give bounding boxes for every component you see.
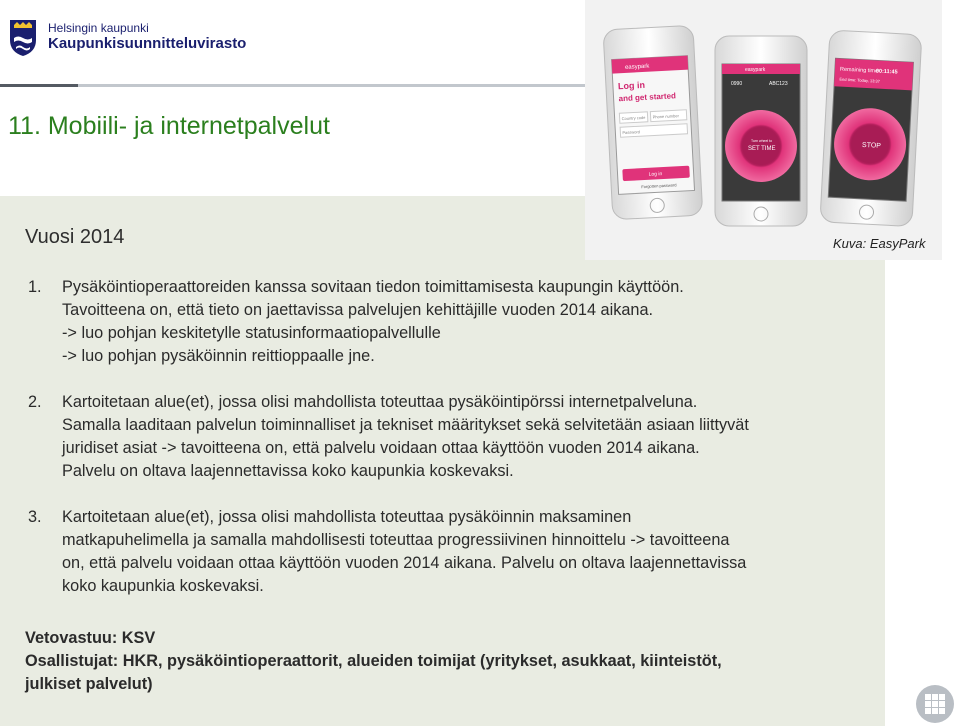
item-number: 1. [28, 278, 42, 296]
header-divider [0, 84, 620, 87]
phone1-heading2: and get started [618, 91, 677, 104]
header-divider-accent [0, 84, 78, 87]
phone3-remaining-label: Remaining time [839, 66, 879, 75]
phone3-end-time: End time: Today, 13:37 [839, 76, 881, 84]
item-line: Kartoitetaan alue(et), jossa olisi mahdollista toteuttaa pysäköinnin maksaminen [62, 508, 632, 526]
year-heading: Vuosi 2014 [25, 226, 125, 248]
list-item [28, 391, 884, 483]
phone1-button: Log in [648, 171, 663, 178]
phone3-dial-action: STOP [861, 141, 882, 150]
phone-login [603, 25, 703, 219]
department-name: Kaupunkisuunnitteluvirasto [48, 35, 247, 52]
action-list [28, 276, 884, 621]
list-item [28, 276, 884, 368]
helsinki-crest-icon [8, 18, 38, 58]
phone-set-time [715, 36, 807, 226]
item-number: 3. [28, 508, 42, 526]
item-line: Palvelu on oltava laajennettavissa koko kaupunkia koskevaksi. [62, 462, 514, 480]
item-line: Pysäköintioperaattoreiden kanssa sovitaan tiedon toimittamisesta kaupungin käyttöön. [62, 278, 684, 296]
item-line: Tavoitteena on, että tieto on jaettavissa palvelujen kehittäjille vuoden 2014 aikana. [62, 301, 654, 319]
phone1-link: Forgotten password [641, 182, 677, 190]
org-name: Helsingin kaupunki [48, 21, 149, 35]
phone3-remaining-value: 00:11:45 [875, 68, 898, 76]
city-grid-icon [915, 684, 955, 724]
stakeholders-line: Osallistujat: HKR, pysäköintioperaattorit, alueiden toimijat (yritykset, asukkaat, kiinteistöt, [25, 652, 722, 670]
item-line: -> luo pohjan pysäköinnin reittioppaalle jne. [62, 347, 375, 365]
item-line: Kartoitetaan alue(et), jossa olisi mahdollista toteuttaa pysäköintipörssi internetpalveluna. [62, 393, 698, 411]
phone2-brand: easypark [745, 67, 766, 73]
phone1-phone: Phone number [652, 113, 679, 120]
stakeholders-line: julkiset palvelut) [25, 675, 153, 693]
phone1-heading1: Log in [617, 79, 646, 92]
item-line: juridiset asiat -> tavoitteena on, että palvelu voidaan ottaa käyttöön vuoden 2014 aikana. [62, 439, 700, 457]
item-line: -> luo pohjan keskitetylle statusinformaatiopalvellulle [62, 324, 441, 342]
lead-responsible: Vetovastuu: KSV [25, 629, 156, 647]
responsibility-block [25, 627, 722, 696]
item-line: koko kaupunkia koskevaksi. [62, 577, 264, 595]
phone1-password: Password [622, 129, 641, 136]
item-line: Samalla laaditaan palvelun toiminnalliset ja tekniset määritykset sekä selvitetään asiaan liittyvät [62, 416, 749, 434]
slide-title: 11. Mobiili- ja internetpalvelut [8, 112, 330, 140]
phone2-area: 0990 [731, 81, 743, 87]
easypark-app-photo [585, 0, 942, 260]
item-line: matkapuhelimella ja samalla mahdollisesti toteuttaa progressiivinen hinnoittelu -> tavoitteena [62, 531, 730, 549]
image-credit: Kuva: EasyPark [833, 236, 926, 251]
phone-stop [820, 30, 922, 227]
phone1-brand: easypark [624, 63, 650, 71]
list-item [28, 506, 884, 598]
item-number: 2. [28, 393, 42, 411]
phone2-dial-hint: Turn wheel to [751, 139, 773, 143]
phone1-country: Country code [621, 114, 646, 122]
item-line: on, että palvelu voidaan ottaa käyttöön vuoden 2014 aikana. Palvelu on oltava laajennettavissa [62, 554, 747, 572]
phone2-plate: ABC123 [769, 81, 788, 87]
phone2-dial-action: SET TIME [748, 146, 776, 152]
